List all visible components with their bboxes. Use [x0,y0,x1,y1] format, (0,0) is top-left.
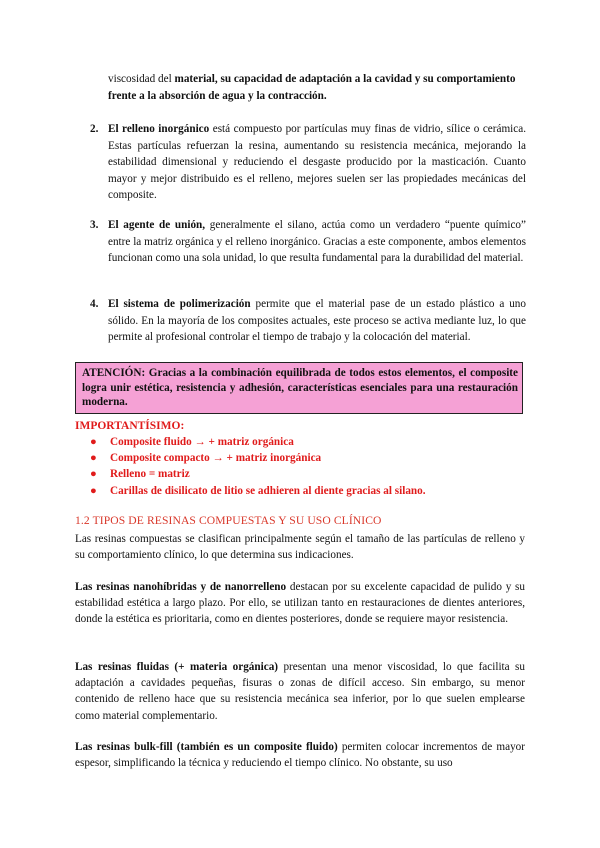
section-intro: Las resinas compuestas se clasifican principalmente según el tamaño de las partículas de relleno y su comportamiento clínico, lo que determina sus indicaciones. [75,533,525,562]
section-title: 1.2 TIPOS DE RESINAS COMPUESTAS Y SU USO CLÍNICO [75,514,382,527]
list-item: ● Composite compacto → + matriz inorgánica [90,450,426,466]
list-item-polymerization: 4. El sistema de polimerización permite que el material pase de un estado plástico a uno sólido. En la mayoría de los composites actuales, este proceso se activa mediante luz, lo que permite al profesional controlar el tiempo de trabajo y la colocación del material. [90,298,526,343]
item-number: 3. [90,219,99,231]
paragraph-heading: Las resinas fluidas (+ materia orgánica) [75,661,279,673]
continuation-paragraph: viscosidad del material, su capacidad de adaptación a la cavidad y su comportamiento frente a la absorción de agua y la contracción. [108,73,516,102]
paragraph-heading: Las resinas bulk-fill (también es un composite fluido) [75,741,338,753]
list-item-filler: 2. El relleno inorgánico está compuesto por partículas muy finas de vidrio, sílice o cerámica. Estas partículas refuerzan la resina, aumentando su resistencia mecánica, mejorando la estabilidad dimensional y reduciendo el desgaste producido por la masticación. Cuanto mayor y mejor distribuido es el relleno, mejores suelen ser las propiedades mecánicas del composite. [90,123,527,201]
paragraph-fluid: Las resinas fluidas (+ materia orgánica) presentan una menor viscosidad, lo que facilita su adaptación a cavidades pequeñas, fisuras o zonas de difícil acceso. Sin embargo, su menor contenido de relleno hace que su resistencia mecánica sea inferior, por lo que suelen emplearse como material complementario. [75,661,526,722]
list-item: ● Composite fluido → + matriz orgánica [90,434,426,450]
important-title: IMPORTANTÍSIMO: [75,420,185,432]
paragraph-heading: Las resinas nanohíbridas y de nanorrelleno [75,581,287,593]
item-heading: El agente de unión, [108,219,206,231]
bullet-icon: ● [90,436,97,448]
list-item: ● Carillas de disilicato de litio se adhieren al diente gracias al silano. [90,483,426,499]
continuation-bold: material, su capacidad de adaptación a la cavidad y su comportamiento frente a la absorción de agua y la contracción. [108,73,516,102]
important-list [90,434,426,499]
paragraph-nanohybrid: Las resinas nanohíbridas y de nanorrelleno destacan por su excelente capacidad de pulido y su estabilidad estética a largo plazo. Por ello, se utilizan tanto en restauraciones de dientes anteriores, donde la estética es prioritaria, como en dientes posteriores, donde se requiere mayor resistencia. [75,581,525,626]
list-item: ● Relleno = matriz [90,466,426,482]
item-heading: El relleno inorgánico [108,123,210,135]
attention-box: ATENCIÓN: Gracias a la combinación equilibrada de todos estos elementos, el composite logra unir estética, resistencia y adhesión, características esenciales para una restauración moderna. [75,362,523,414]
bullet-icon: ● [90,484,97,497]
item-heading: El sistema de polimerización [108,298,251,310]
item-number: 4. [90,298,99,310]
item-number: 2. [90,123,99,135]
bullet-icon: ● [90,452,97,465]
paragraph-bulk-fill: Las resinas bulk-fill (también es un composite fluido) permiten colocar incrementos de mayor espesor, simplificando la técnica y reduciendo el tiempo clínico. No obstante, su uso [75,741,525,770]
bullet-icon: ● [90,468,97,481]
list-item-coupling-agent: 3. El agente de unión, generalmente el silano, actúa como un verdadero “puente químico” entre la matriz orgánica y el relleno inorgánico. Gracias a este componente, ambos elementos funcionan como una sola unidad, lo que resulta fundamental para la durabilidad del material. [90,219,526,264]
